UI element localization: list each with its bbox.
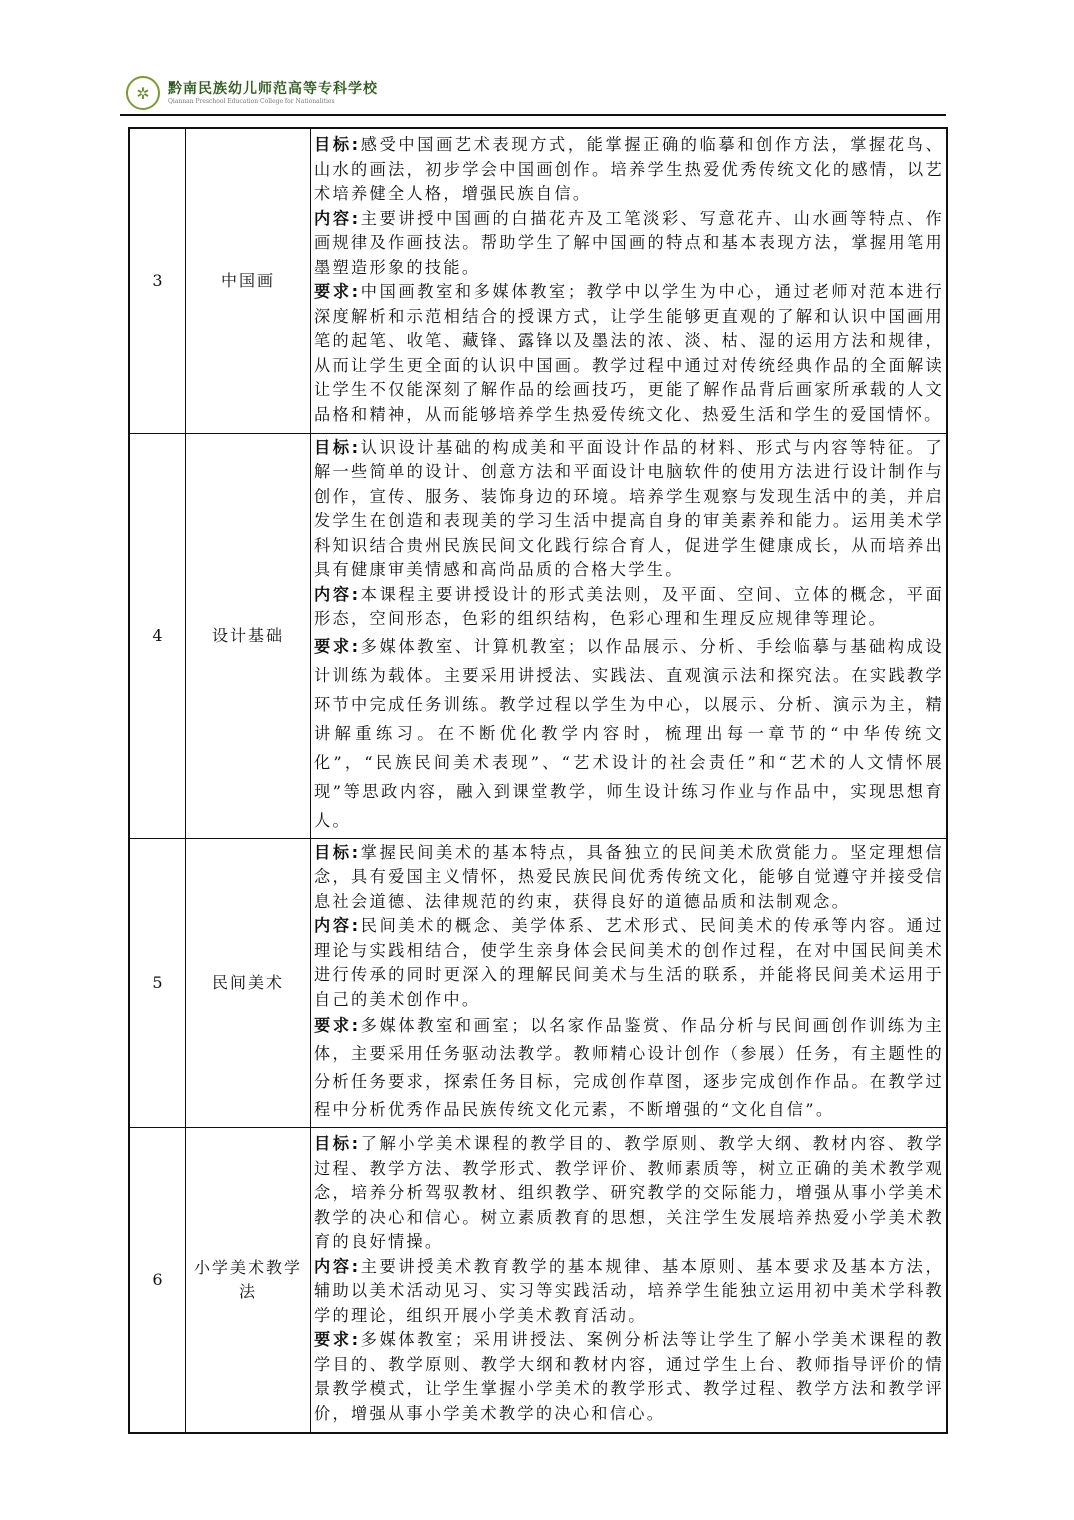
content-label: 内容: [314,584,361,604]
course-name: 中国画 [186,128,311,433]
requirement-text: 多媒体教室和画室；以名家作品鉴赏、作品分析与民间画创作训练为主体，主要采用任务驱动法教学。教师精心设计创作（参展）任务，有主题性的分析任务要求，探索任务目标，完成创作草图，逐步完成创作作品。在教学过程中分析优秀作品民族传统文化元素，不断增强的“文化自信”。 [314,1016,944,1119]
course-name: 设计基础 [186,433,311,838]
course-number: 5 [129,838,186,1128]
table-row [129,1128,947,1433]
table-row [129,838,947,1128]
content-text: 主要讲授中国画的白描花卉及工笔淡彩、写意花卉、山水画等特点、作画规律及作画技法。帮助学生了解中国画的特点和基本表现方法，掌握用笔用墨塑造形象的技能。 [314,208,944,277]
requirement-label: 要求: [314,1330,361,1350]
goal-label: 目标: [314,1134,361,1154]
requirement-label: 要求: [314,1016,361,1035]
content-text: 民间美术的概念、美学体系、艺术形式、民间美术的传承等内容。通过理论与实践相结合，使学生亲身体会民间美术的创作过程，在对中国民间美术进行传承的同时更深入的理解民间美术与生活的联系，并能将民间美术运用于自己的美术创作中。 [314,916,944,1009]
course-number: 6 [129,1128,186,1433]
course-description [311,433,948,838]
goal-label: 目标: [314,135,361,155]
requirement-text: 多媒体教室、计算机教室；以作品展示、分析、手绘临摹与基础构成设计训练为载体。主要采用讲授法、实践法、直观演示法和探究法。在实践教学环节中完成任务训练。教学过程以学生为中心，以展示、分析、演示为主，精讲解重练习。在不断优化教学内容时，梳理出每一章节的“中华传统文化”，“民族民间美术表现”、“艺术设计的社会责任”和“艺术的人文情怀展现”等思政内容，融入到课堂教学，师生设计练习作业与作品中，实现思想育人。 [314,636,944,830]
content-label: 内容: [314,208,361,228]
goal-text: 感受中国画艺术表现方式，能掌握正确的临摹和创作方法，掌握花鸟、山水的画法，初步学会中国画创作。培养学生热爱优秀传统文化的感情，以艺术培养健全人格，增强民族自信。 [314,135,944,204]
course-description [311,838,948,1128]
course-name: 民间美术 [186,838,311,1128]
school-logo-icon: ✲ [126,76,160,110]
goal-text: 认识设计基础的构成美和平面设计作品的材料、形式与内容等特征。了解一些简单的设计、创意方法和平面设计电脑软件的使用方法进行设计制作与创作，宣传、服务、装饰身边的环境。培养学生观察与发现生活中的美，并启发学生在创造和表现美的学习生活中提高自身的审美素养和能力。运用美术学科知识结合贵州民族民间文化践行综合育人，促进学生健康成长，从而培养出具有健康审美情感和高尚品质的合格大学生。 [314,437,944,579]
requirement-label: 要求: [314,282,361,302]
school-name-cn: 黔南民族幼儿师范高等专科学校 [168,81,378,97]
header-divider [120,114,946,116]
content-text: 本课程主要讲授设计的形式美法则，及平面、空间、立体的概念，平面形态，空间形态，色彩的组织结构，色彩心理和生理反应规律等理论。 [314,584,944,628]
course-number: 4 [129,433,186,838]
course-description [311,1128,948,1433]
content-text: 主要讲授美术教育教学的基本规律、基本原则、基本要求及基本方法，辅助以美术活动见习、实习等实践活动，培养学生能独立运用初中美术学科教学的理论，组织开展小学美术教育活动。 [314,1256,944,1325]
table-row [129,128,947,433]
course-number: 3 [129,128,186,433]
course-description [311,128,948,433]
content-label: 内容: [314,1256,361,1276]
page-header [126,74,946,114]
goal-label: 目标: [314,437,361,457]
school-name-en: Qiannan Preschool Education College for Nationalities [168,98,335,105]
course-name: 小学美术教学法 [186,1128,311,1433]
table-row [129,433,947,838]
requirement-text: 多媒体教室；采用讲授法、案例分析法等让学生了解小学美术课程的教学目的、教学原则、教学大纲和教材内容，通过学生上台、教师指导评价的情景教学模式，让学生掌握小学美术的教学形式、教学过程、教学方法和教学评价，增强从事小学美术教学的决心和信心。 [314,1330,944,1423]
content-label: 内容: [314,916,361,935]
course-table [128,127,948,1434]
requirement-label: 要求: [314,636,361,656]
goal-text: 掌握民间美术的基本特点，具备独立的民间美术欣赏能力。坚定理想信念，具有爱国主义情怀，热爱民族民间优秀传统文化，能够自觉遵守并接受信息社会道德、法律规范的约束，获得良好的道德品质和法制观念。 [314,842,944,911]
goal-label: 目标: [314,842,361,862]
requirement-text: 中国画教室和多媒体教室；教学中以学生为中心，通过老师对范本进行深度解析和示范相结合的授课方式，让学生能够更直观的了解和认识中国画用笔的起笔、收笔、藏锋、露锋以及墨法的浓、淡、枯、湿的运用方法和规律，从而让学生更全面的认识中国画。教学过程中通过对传统经典作品的全面解读让学生不仅能深刻了解作品的绘画技巧，更能了解作品背后画家所承载的人文品格和精神，从而能够培养学生热爱传统文化、热爱生活和学生的爱国情怀。 [314,282,944,424]
goal-text: 了解小学美术课程的教学目的、教学原则、教学大纲、教材内容、教学过程、教学方法、教学形式、教学评价、教师素质等，树立正确的美术教学观念，培养分析驾驭教材、组织教学、研究教学的交际能力，增强从事小学美术教学的决心和信心。树立素质教育的思想，关注学生发展培养热爱小学美术教育的良好情操。 [314,1134,944,1252]
